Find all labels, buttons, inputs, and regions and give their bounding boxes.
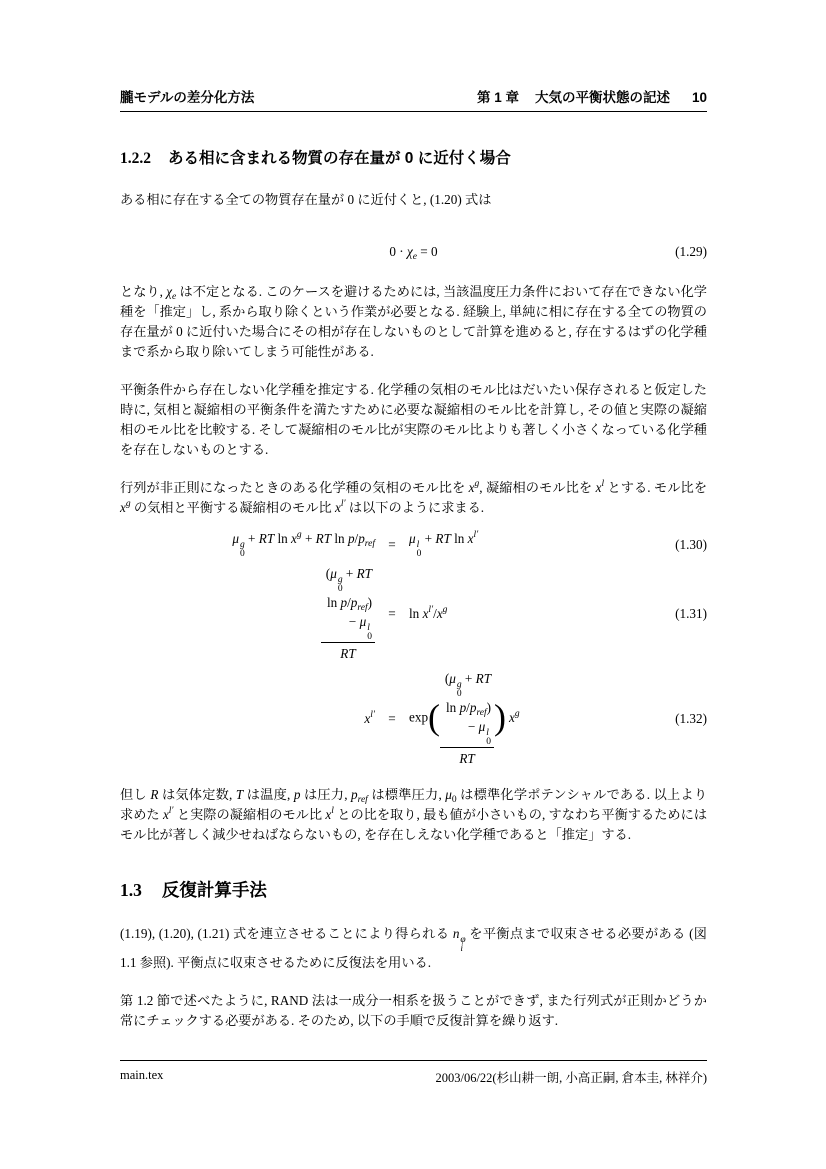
paragraph-1 xyxy=(120,190,707,210)
math-num: 0 xyxy=(389,244,396,259)
math-equals: = xyxy=(388,710,396,726)
page-footer xyxy=(120,1060,707,1086)
section-heading-1-3 xyxy=(120,877,707,902)
equation-number: (1.29) xyxy=(675,244,707,259)
math-var-p: p xyxy=(347,531,355,546)
math-var-p: p xyxy=(358,531,365,546)
math-var-R: R xyxy=(356,566,365,581)
math-lparen: ( xyxy=(444,671,450,686)
math-var-p: p xyxy=(350,595,358,610)
text-run: を平衡点まで収束させる必要がある (図 1.1 参照). 平衡点に収束させるために反復法を用いる. xyxy=(120,926,707,970)
text-run: 第 1.2 節で述べたように, RAND 法は一成分一相系を扱うことができず, また行列式が正則かどうか常にチェックする必要がある. そのため, 以下の手順で反復計算を繰り返す. xyxy=(120,993,707,1028)
section-number: 1.3 xyxy=(120,880,142,900)
math-var-mu: μ xyxy=(409,531,416,546)
math-var-p: p xyxy=(340,595,348,610)
equation-number-text: (1.32) xyxy=(675,710,707,726)
header-left-title: 朧モデルの差分化方法 xyxy=(120,90,255,105)
math-cdot: · xyxy=(395,244,407,259)
math-equals: = xyxy=(388,605,396,621)
equation-rhs: ln xl′/xg xyxy=(409,604,448,621)
math-sup-l: l xyxy=(486,728,489,738)
math-var-x: x xyxy=(325,807,332,822)
equation-rhs: μ l 0 + RT ln xl′ xyxy=(409,530,479,559)
math-var-T: T xyxy=(364,566,372,581)
math-equals: = xyxy=(388,536,396,552)
math-ln: ln xyxy=(326,595,341,610)
math-lparen: ( xyxy=(325,566,331,581)
equation-number xyxy=(659,528,707,561)
equation-equals xyxy=(375,561,409,666)
math-var-x: x xyxy=(291,531,297,546)
text-run: 行列が非正則になったときのある化学種の気相のモル比を xyxy=(120,480,469,495)
text-run: とする. モル比を xyxy=(604,480,708,495)
math-big-rparen: ) xyxy=(494,696,507,737)
text-run: は標準圧力, xyxy=(367,787,446,802)
math-var-x: x xyxy=(436,605,443,621)
math-var-p: p xyxy=(351,787,358,802)
math-subsup xyxy=(486,729,491,746)
math-var-T: T xyxy=(443,531,451,546)
math-subsup xyxy=(367,624,372,641)
math-ln: ln xyxy=(450,531,468,546)
math-fraction xyxy=(321,564,375,663)
text-run: 但し xyxy=(120,787,151,802)
math-var-R: R xyxy=(475,671,484,686)
math-var-mu: μ xyxy=(478,719,486,734)
math-sub-0: 0 xyxy=(416,548,422,559)
math-var-p: p xyxy=(293,787,301,802)
equation-rhs: exp( (μ g 0 + RT ln p/pref) − μ l 0 RT ) xg xyxy=(409,671,520,766)
math-ln: ln xyxy=(409,605,423,621)
math-fraction xyxy=(440,669,494,768)
subsection-title: ある相に含まれる物質の存在量が 0 に近付く場合 xyxy=(168,150,511,167)
equation-group xyxy=(120,528,707,771)
equation-lhs: μ g 0 + RT ln xg + RT ln p/pref xyxy=(232,530,375,559)
math-sub-0: 0 xyxy=(367,631,372,642)
math-sup-g: g xyxy=(456,680,462,690)
subsection-number: 1.2.2 xyxy=(120,150,151,167)
math-var-R: R xyxy=(150,787,159,802)
text-run: (1.19), (1.20), (1.21) 式を連立させることにより得られる xyxy=(120,926,453,941)
text-run: ある相に存在する全ての物質存在量が 0 に近付くと, (1.20) 式は xyxy=(120,192,492,207)
equation-1-30 xyxy=(120,528,707,561)
math-var-x: x xyxy=(162,807,169,822)
header-page-number: 10 xyxy=(691,90,707,105)
math-var-p: p xyxy=(469,700,477,715)
math-var-R: R xyxy=(258,531,267,546)
footer-date-authors: 2003/06/22(杉山耕一朗, 小高正嗣, 倉本圭, 林祥介) xyxy=(435,1071,707,1085)
text-run: は不定となる. このケースを避けるためには, 当該温度圧力条件において存在できない化学種を「推定」し, 系から取り除くという作業が必要となる. 経験上, 単純に相に存在する全ての物質の存在量が 0 に近付いた場合にその相が存在しないものとして計算を進めると, 存在するはずの化学種まで系から取り除いてしまう可能性がある. xyxy=(120,284,707,359)
paragraph-6 xyxy=(120,924,707,973)
math-sub-0: 0 xyxy=(456,688,462,699)
page-header xyxy=(120,86,707,106)
text-run: , 凝縮相のモル比を xyxy=(479,480,596,495)
math-minus: − xyxy=(348,614,360,629)
text-run: の気相と平衡する凝縮相のモル比 xyxy=(130,500,336,515)
paragraph-3 xyxy=(120,380,707,460)
math-var-x: x xyxy=(467,531,474,546)
header-chapter-title: 大気の平衡状態の記述 xyxy=(534,90,670,105)
footer-row xyxy=(120,1068,707,1086)
math-slash: / xyxy=(466,700,470,715)
math-plus: + xyxy=(421,531,436,546)
math-denominator xyxy=(440,748,494,768)
text-run: は気体定数, xyxy=(158,787,236,802)
math-plus: + xyxy=(461,671,476,686)
math-num: 0 xyxy=(431,244,438,259)
math-var-mu: μ xyxy=(232,531,239,546)
math-var-x: x xyxy=(509,709,515,725)
equation-lhs: xl′ xyxy=(364,709,375,726)
math-var-T: T xyxy=(467,751,475,766)
math-var-x: x xyxy=(335,500,341,515)
math-var-R: R xyxy=(435,531,444,546)
math-var-n: n xyxy=(452,926,460,941)
text-run: は温度, xyxy=(243,787,294,802)
math-var-R: R xyxy=(340,646,349,661)
text-run: は圧力, xyxy=(300,787,352,802)
paragraph-2: となり, χe は不定となる. このケースを避けるためには, 当該温度圧力条件において存在できない化学種を「推定」し, 系から取り除くという作業が必要となる. 経験上, 単純に相に存在する全ての物質の存在量が 0 に近付いた場合にその相が存在しないものとして計算を進めると, 存在するはずの化学種まで系から取り除いてしまう可能性がある. xyxy=(120,284,707,359)
math-sup-l: l xyxy=(367,623,370,633)
math-sup-phi: φ xyxy=(460,935,466,945)
section-title: 反復計算手法 xyxy=(161,880,267,900)
equation-number xyxy=(659,561,707,666)
math-numerator: (μ g 0 + RT ln p/pref) − μ l 0 xyxy=(321,564,375,643)
math-big-lparen: ( xyxy=(428,696,441,737)
math-plus: + xyxy=(301,531,316,546)
math-ln: ln xyxy=(446,700,460,715)
math-var-p: p xyxy=(459,700,467,715)
math-slash: / xyxy=(354,531,359,546)
paragraph-4: 行列が非正則になったときのある化学種の気相のモル比を xg, 凝縮相のモル比を xl とする. モル比を xg の気相と平衡する凝縮相のモル比 xl′ は以下のように求まる. xyxy=(120,479,708,515)
math-var-x: x xyxy=(468,480,475,495)
equation-number-text: (1.30) xyxy=(675,536,707,552)
math-sup-g: g xyxy=(239,540,245,550)
math-sup-g: g xyxy=(337,575,343,585)
text-run: 平衡条件から存在しない化学種を推定する. 化学種の気相のモル比はだいたい保存されると仮定した時に, 気相と凝縮相の平衡条件を満たすために必要な凝縮相のモル比を計算し, その値と実際の凝縮相のモル比を比較する. そして凝縮相のモル比が実際のモル比よりも著しく小さくなっている化学種を存在しないものとする. xyxy=(120,382,707,457)
math-var-T: T xyxy=(266,531,275,546)
math-var-T: T xyxy=(348,646,356,661)
math-ln: ln xyxy=(331,531,348,546)
header-right xyxy=(477,86,707,106)
math-var-chi: χ xyxy=(406,244,413,259)
math-minus: − xyxy=(467,719,479,734)
math-var-x: x xyxy=(422,605,429,621)
math-var-R: R xyxy=(459,751,468,766)
subsection-heading-1-2-2 xyxy=(120,146,707,168)
page-content xyxy=(120,0,707,1031)
math-var-x: x xyxy=(595,480,602,495)
math-slash: / xyxy=(433,605,437,621)
math-denominator xyxy=(321,643,375,663)
math-rparen: ) xyxy=(486,700,492,715)
math-sup-l: l xyxy=(416,540,420,550)
math-sub-0: 0 xyxy=(337,583,343,594)
math-numerator: (μ g 0 + RT ln p/pref) − μ l 0 xyxy=(440,669,494,748)
math-var-mu: μ xyxy=(330,566,337,581)
math-sub-0: 0 xyxy=(486,736,492,747)
text-run: との比を取り, 最も値が小さいもの, すなわち平衡するためにはモル比が著しく減少せねばならないもの, を存在しえない化学種であると「推定」する. xyxy=(120,807,708,842)
text-run: は以下のように求まる. xyxy=(345,500,485,515)
paragraph-7 xyxy=(120,991,707,1031)
equation-1-31 xyxy=(120,561,707,666)
equation-1-29 xyxy=(120,242,707,262)
math-plus: + xyxy=(244,531,259,546)
text-run: は標準化学ポテンシャルである. 以上より求めた xyxy=(120,787,708,822)
equation-lhs xyxy=(120,561,375,666)
paragraph-5: 但し R は気体定数, T は温度, p は圧力, pref は標準圧力, μ0 は標準化学ポテンシャルである. 以上より求めた xl′ と実際の凝縮相のモル比 xl との比を取り, 最も値が小さいもの, すなわち平衡するためにはモル比が著しく減少せねばならないもの, を存在しえない化学種であると「推定」する. xyxy=(120,787,708,842)
math-exp: exp xyxy=(409,709,429,725)
equation-equals xyxy=(375,528,409,561)
math-var-T: T xyxy=(323,531,332,546)
footer-rule xyxy=(120,1060,707,1061)
math-sub-i: i xyxy=(460,943,464,954)
math-ln: ln xyxy=(274,531,292,546)
math-var-x: x xyxy=(364,710,371,726)
math-var-mu: μ xyxy=(445,787,452,802)
equation-equals xyxy=(375,666,409,771)
math-var-T: T xyxy=(235,787,244,802)
math-expression: 0 · χe = 0 xyxy=(389,244,438,262)
math-var-chi: χ xyxy=(166,284,173,299)
math-var-mu: μ xyxy=(449,671,456,686)
math-var-R: R xyxy=(315,531,324,546)
footer-filename: main.tex xyxy=(120,1068,164,1082)
math-sub-0: 0 xyxy=(239,548,245,559)
math-plus: + xyxy=(342,566,357,581)
header-rule xyxy=(120,111,707,112)
math-var-x: x xyxy=(120,500,126,515)
math-var-T: T xyxy=(483,671,492,686)
math-slash: / xyxy=(347,595,351,610)
equation-number-text: (1.31) xyxy=(675,605,707,621)
math-var-mu: μ xyxy=(359,614,367,629)
equation-1-32 xyxy=(120,666,707,771)
math-rparen: ) xyxy=(367,595,372,610)
text-run: となり, xyxy=(120,284,167,299)
math-equals: = xyxy=(417,244,432,259)
header-chapter: 第 1 章 xyxy=(476,90,519,105)
text-run: と実際の凝縮相のモル比 xyxy=(173,807,326,822)
equation-number xyxy=(659,666,707,771)
